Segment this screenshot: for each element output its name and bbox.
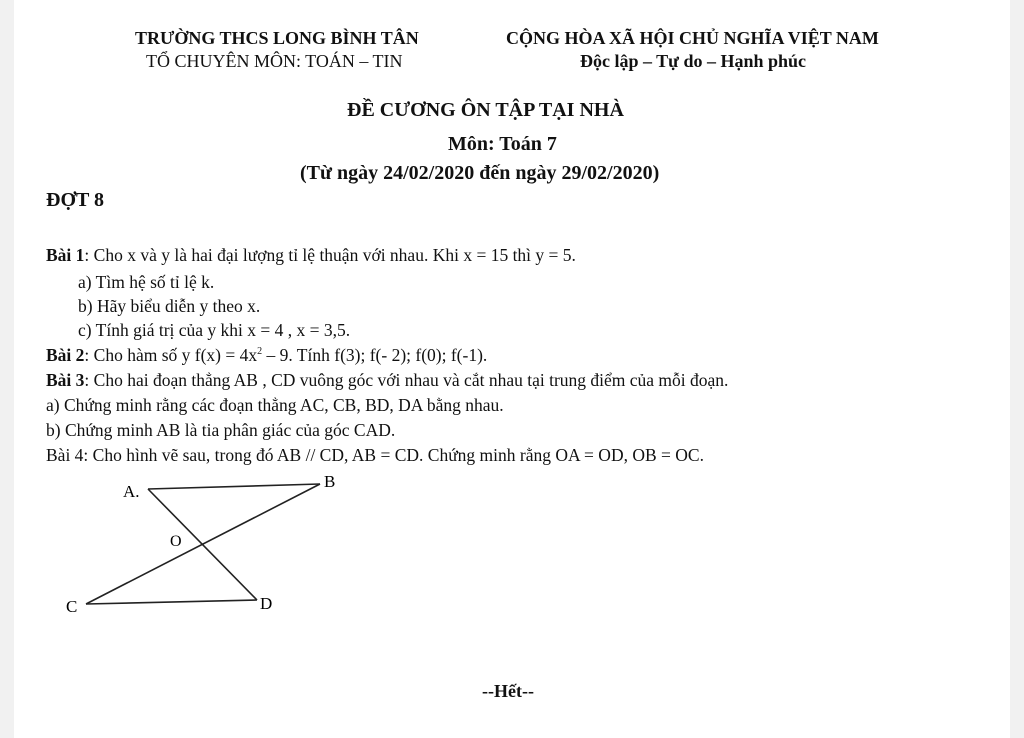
end-marker: --Hết--: [482, 681, 534, 701]
geometry-figure: [38, 470, 358, 630]
exponent: 2: [257, 346, 263, 357]
subject-line: Môn: Toán 7: [448, 133, 557, 155]
exercise-1-part-a: a) Tìm hệ số tỉ lệ k.: [78, 272, 215, 292]
motto: Độc lập – Tự do – Hạnh phúc: [580, 51, 807, 71]
point-b-label: B: [324, 472, 336, 491]
exercise-1-text: : Cho x và y là hai đại lượng tỉ lệ thuận với nhau. Khi x = 15 thì y = 5.: [84, 245, 576, 265]
segment-ab: [148, 484, 320, 489]
exercise-3-part-b: b) Chứng minh AB là tia phân giác của góc CAD.: [46, 420, 396, 440]
document-title: ĐỀ CƯƠNG ÔN TẬP TẠI NHÀ: [347, 99, 624, 121]
document-page: [14, 0, 1010, 738]
exercise-1: [46, 247, 576, 265]
exercise-3: [46, 372, 728, 390]
point-o-label: O: [170, 533, 182, 550]
exercise-4: [46, 447, 704, 465]
segment-cd: [86, 600, 257, 604]
exercise-3-part-a: a) Chứng minh rằng các đoạn thẳng AC, CB, BD, DA bằng nhau.: [46, 395, 504, 415]
date-range: (Từ ngày 24/02/2020 đến ngày 29/02/2020): [300, 162, 660, 184]
department-name: TỔ CHUYÊN MÔN: TOÁN – TIN: [146, 51, 403, 71]
point-d-label: D: [260, 594, 273, 613]
point-c-label: C: [66, 597, 78, 616]
exercise-2: [46, 347, 487, 365]
exercise-1-label: Bài 1: [46, 245, 85, 265]
segment-cb: [86, 484, 320, 604]
exercise-2-label: Bài 2: [46, 345, 85, 365]
nation-heading: CỘNG HÒA XÃ HỘI CHỦ NGHĨA VIỆT NAM: [506, 28, 879, 48]
exercise-4-text: Cho hình vẽ sau, trong đó AB // CD, AB = CD. Chứng minh rằng OA = OD, OB = OC.: [88, 445, 704, 465]
exercise-2-text-pre: : Cho hàm số y f(x) = 4x: [84, 345, 258, 365]
exercise-4-label: Bài 4:: [46, 445, 89, 465]
point-a-label: A.: [123, 482, 140, 501]
exercise-1-part-b: b) Hãy biểu diễn y theo x.: [78, 296, 261, 316]
exercise-2-text-post: – 9. Tính f(3); f(- 2); f(0); f(-1).: [262, 345, 488, 365]
exercise-3-text: : Cho hai đoạn thẳng AB , CD vuông góc với nhau và cắt nhau tại trung điểm của mỗi đoạn.: [84, 370, 729, 390]
school-name: TRƯỜNG THCS LONG BÌNH TÂN: [135, 28, 419, 48]
batch-label: ĐỢT 8: [46, 189, 104, 211]
exercise-1-part-c: c) Tính giá trị của y khi x = 4 , x = 3,5.: [78, 320, 351, 340]
exercise-3-label: Bài 3: [46, 370, 85, 390]
